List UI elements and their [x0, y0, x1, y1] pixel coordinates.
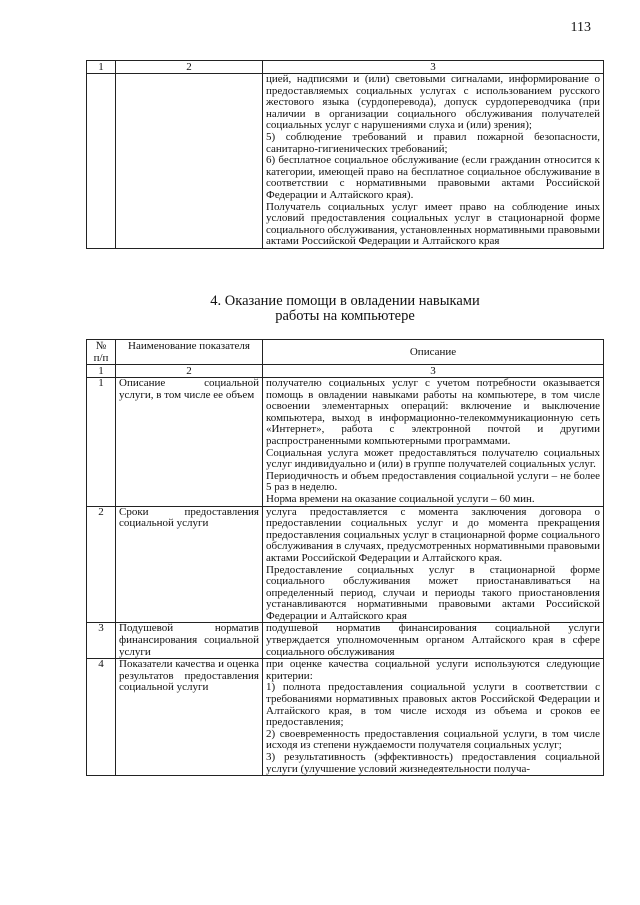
row-number: 3: [87, 623, 116, 659]
row-number: 4: [87, 659, 116, 776]
section-title-line-1: 4. Оказание помощи в овладении навыками: [210, 293, 480, 309]
table-index-row: [87, 365, 604, 378]
continuation-row: [87, 74, 604, 249]
table-row: [87, 378, 604, 507]
paragraph: 6) бесплатное социальное обслуживание (если гражданин относится к категории, имеющей право на бесплатное социальное обслуживание в соответствии с нормативными правовыми актами Российской Федерации и Алтайского края).: [266, 154, 600, 201]
paragraph: Периодичность и объем предоставления социальной услуги – не более 5 раз в неделю.: [266, 469, 600, 494]
row-description: [263, 506, 604, 623]
paragraph: цией, надписями и (или) световыми сигналами, информирование о предоставляемых социальных услугах с использованием русского жестового языка (сурдоперевода), допуск сурдопереводчика (при наличии в организации социального обслуживания получателей социальных услуг с нарушениями слуха и (или) зрения);: [266, 73, 600, 132]
continuation-index-row: [87, 61, 604, 74]
table-row: [87, 659, 604, 776]
table-row: [87, 623, 604, 659]
row-description: [263, 659, 604, 776]
header-num: № п/п: [87, 340, 116, 365]
paragraph: Получатель социальных услуг имеет право на соблюдение иных условий предоставления социальных услуг в стационарной форме социального обслуживания, установленных нормативными правовыми актами Российской Федерации и Алтайского края: [266, 200, 600, 248]
paragraph: 2) своевременность предоставления социальной услуги, в том числе исходя из степени нуждаемости получателя социальных услуг;: [266, 727, 600, 752]
paragraph: Норма времени на оказание социальной услуги – 60 мин.: [266, 492, 535, 505]
row-name: Описание социальной услуги, в том числе ее объем: [116, 378, 263, 507]
header-description: Описание: [263, 340, 604, 365]
paragraph: 3) результативность (эффективность) предоставления социальной услуги (улучшение условий жизнедеятельности получа-: [266, 751, 600, 775]
row-name: Подушевой норматив финансирования социальной услуги: [116, 623, 263, 659]
empty-name-cell: [116, 74, 263, 249]
service-table: [86, 339, 604, 776]
row-name: Сроки предоставления социальной услуги: [116, 506, 263, 623]
index-3: 3: [263, 365, 604, 378]
paragraph: Социальная услуга может предоставляться получателю социальных услуг индивидуально и (или) в группе получателей социальных услуг.: [266, 446, 600, 471]
continuation-description: [263, 74, 604, 249]
paragraph: получателю социальных услуг с учетом потребности оказывается помощь в овладении навыками работы на компьютере, в том числе освоении элементарных операций: включение и выключение компьютера, выход в информационно-телекоммуникационную сеть «Интернет», работа с электронной почтой и другими распространенными компьютерными программами.: [266, 377, 600, 447]
section-title: [86, 294, 604, 324]
col-index-3: 3: [263, 61, 604, 74]
page-number: 113: [570, 20, 591, 35]
paragraph: 1) полнота предоставления социальной услуги в соответствии с требованиями нормативных правовых актов Российской Федерации и Алтайского края, в том числе исходя из объема и сроков ее предоставления;: [266, 681, 600, 729]
col-index-1: 1: [87, 61, 116, 74]
table-header-row: [87, 340, 604, 365]
col-index-2: 2: [116, 61, 263, 74]
paragraph: 5) соблюдение требований и правил пожарной безопасности, санитарно-гигиенических требований;: [266, 130, 600, 155]
paragraph: при оценке качества социальной услуги используются следующие критерии:: [266, 658, 600, 682]
index-2: 2: [116, 365, 263, 378]
index-1: 1: [87, 365, 116, 378]
paragraph: Предоставление социальных услуг в стационарной форме социального обслуживания может приостанавливаться на определенный период, случаи и периоды такого приостановления устанавливаются нормативными правовыми актами Российской Федерации и Алтайского края: [266, 563, 600, 622]
empty-num-cell: [87, 74, 116, 249]
section-title-line-2: работы на компьютере: [275, 308, 415, 324]
continuation-table: [86, 60, 604, 249]
table-row: [87, 506, 604, 623]
header-name: Наименование показателя: [116, 340, 263, 365]
row-description: [263, 623, 604, 659]
row-number: 2: [87, 506, 116, 623]
row-number: 1: [87, 378, 116, 507]
paragraph: подушевой норматив финансирования социальной услуги утверждается уполномоченным органом Алтайского края в сфере социального обслуживания: [266, 622, 600, 658]
row-description: [263, 378, 604, 507]
paragraph: услуга предоставляется с момента заключения договора о предоставлении социальных услуг и до момента прекращения предоставления социальных услуг в стационарной форме социального обслуживания в случаях, предусмотренных нормативными правовыми актами Российской Федерации и Алтайского края.: [266, 505, 600, 564]
row-name: Показатели качества и оценка результатов предоставления социальной услуги: [116, 659, 263, 776]
